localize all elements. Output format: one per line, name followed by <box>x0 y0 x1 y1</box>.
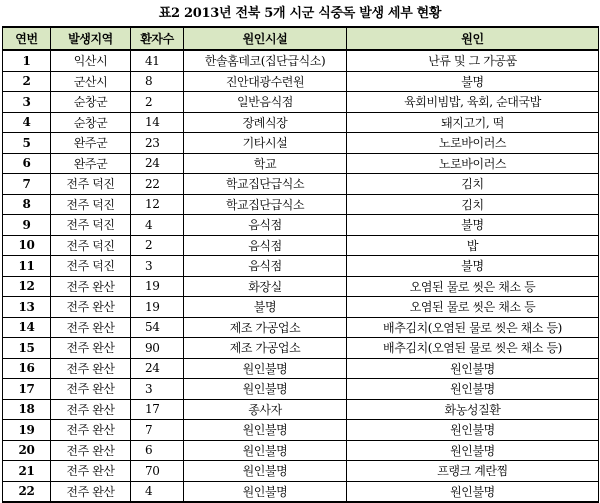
cell-patients: 19 <box>131 297 184 318</box>
table-row <box>3 71 599 92</box>
cell-cause: 원인불명 <box>347 420 599 441</box>
table-row <box>3 440 599 461</box>
cell-region: 전주 덕진 <box>51 235 131 256</box>
cell-patients: 22 <box>131 174 184 195</box>
cell-facility: 원인불명 <box>184 481 347 502</box>
header-region: 발생지역 <box>51 27 131 50</box>
cell-facility: 불명 <box>184 297 347 318</box>
cell-region: 전주 완산 <box>51 461 131 482</box>
cell-facility: 원인불명 <box>184 379 347 400</box>
cell-facility: 학교 <box>184 153 347 174</box>
cell-cause: 노로바이러스 <box>347 133 599 154</box>
cell-cause: 배추김치(오염된 물로 씻은 채소 등) <box>347 317 599 338</box>
table-row <box>3 338 599 359</box>
cell-cause: 육회비빔밥, 육회, 순대국밥 <box>347 92 599 113</box>
header-facility: 원인시설 <box>184 27 347 50</box>
table-row <box>3 461 599 482</box>
cell-facility: 원인불명 <box>184 440 347 461</box>
cell-facility: 학교집단급식소 <box>184 194 347 215</box>
cell-cause: 오염된 물로 씻은 채소 등 <box>347 297 599 318</box>
cell-facility: 음식점 <box>184 215 347 236</box>
outbreak-table <box>2 26 599 503</box>
cell-patients: 3 <box>131 256 184 277</box>
cell-patients: 24 <box>131 153 184 174</box>
cell-serial: 8 <box>3 194 51 215</box>
cell-region: 전주 완산 <box>51 379 131 400</box>
cell-region: 전주 덕진 <box>51 194 131 215</box>
cell-cause: 원인불명 <box>347 440 599 461</box>
cell-serial: 1 <box>3 50 51 71</box>
cell-patients: 17 <box>131 399 184 420</box>
table-title: 표2 2013년 전북 5개 시군 식중독 발생 세부 현황 <box>158 6 442 21</box>
table-row <box>3 317 599 338</box>
cell-patients: 14 <box>131 112 184 133</box>
cell-serial: 9 <box>3 215 51 236</box>
table-row <box>3 235 599 256</box>
table-row <box>3 481 599 502</box>
table-row <box>3 153 599 174</box>
cell-serial: 22 <box>3 481 51 502</box>
table-row <box>3 358 599 379</box>
cell-facility: 일반음식점 <box>184 92 347 113</box>
cell-serial: 20 <box>3 440 51 461</box>
cell-patients: 12 <box>131 194 184 215</box>
cell-serial: 6 <box>3 153 51 174</box>
cell-serial: 21 <box>3 461 51 482</box>
table-row <box>3 215 599 236</box>
cell-region: 전주 완산 <box>51 420 131 441</box>
cell-serial: 14 <box>3 317 51 338</box>
cell-facility: 종사자 <box>184 399 347 420</box>
cell-facility: 학교집단급식소 <box>184 174 347 195</box>
cell-region: 군산시 <box>51 71 131 92</box>
cell-region: 순창군 <box>51 112 131 133</box>
table-row <box>3 133 599 154</box>
cell-patients: 4 <box>131 215 184 236</box>
cell-facility: 원인불명 <box>184 420 347 441</box>
cell-patients: 3 <box>131 379 184 400</box>
cell-serial: 4 <box>3 112 51 133</box>
cell-cause: 원인불명 <box>347 481 599 502</box>
cell-serial: 16 <box>3 358 51 379</box>
cell-serial: 11 <box>3 256 51 277</box>
cell-cause: 화농성질환 <box>347 399 599 420</box>
cell-cause: 배추김치(오염된 물로 씻은 채소 등) <box>347 338 599 359</box>
table-row <box>3 420 599 441</box>
cell-region: 전주 덕진 <box>51 174 131 195</box>
cell-patients: 4 <box>131 481 184 502</box>
cell-facility: 제조 가공업소 <box>184 317 347 338</box>
cell-cause: 난류 및 그 가공품 <box>347 50 599 71</box>
cell-region: 전주 완산 <box>51 276 131 297</box>
table-row <box>3 194 599 215</box>
cell-cause: 오염된 물로 씻은 채소 등 <box>347 276 599 297</box>
header-serial: 연번 <box>3 27 51 50</box>
header-cause: 원인 <box>347 27 599 50</box>
cell-patients: 54 <box>131 317 184 338</box>
table-row <box>3 297 599 318</box>
cell-region: 전주 완산 <box>51 440 131 461</box>
cell-patients: 2 <box>131 235 184 256</box>
cell-facility: 기타시설 <box>184 133 347 154</box>
cell-serial: 19 <box>3 420 51 441</box>
cell-facility: 장례식장 <box>184 112 347 133</box>
cell-region: 전주 완산 <box>51 297 131 318</box>
table-row <box>3 92 599 113</box>
cell-cause: 프랭크 계란찜 <box>347 461 599 482</box>
cell-cause: 원인불명 <box>347 379 599 400</box>
cell-facility: 음식점 <box>184 235 347 256</box>
cell-serial: 18 <box>3 399 51 420</box>
cell-cause: 원인불명 <box>347 358 599 379</box>
cell-facility: 진안대광수련원 <box>184 71 347 92</box>
table-row <box>3 50 599 71</box>
cell-serial: 3 <box>3 92 51 113</box>
cell-region: 전주 완산 <box>51 338 131 359</box>
cell-patients: 70 <box>131 461 184 482</box>
cell-region: 전주 덕진 <box>51 215 131 236</box>
cell-cause: 김치 <box>347 194 599 215</box>
cell-cause: 밥 <box>347 235 599 256</box>
cell-cause: 노로바이러스 <box>347 153 599 174</box>
cell-patients: 23 <box>131 133 184 154</box>
table-row <box>3 256 599 277</box>
cell-facility: 원인불명 <box>184 461 347 482</box>
table-row <box>3 276 599 297</box>
table-row <box>3 379 599 400</box>
cell-facility: 제조 가공업소 <box>184 338 347 359</box>
cell-cause: 돼지고기, 떡 <box>347 112 599 133</box>
header-row <box>3 27 599 50</box>
cell-region: 전주 완산 <box>51 481 131 502</box>
table-row <box>3 399 599 420</box>
cell-region: 전주 완산 <box>51 399 131 420</box>
cell-region: 전주 덕진 <box>51 256 131 277</box>
cell-facility: 화장실 <box>184 276 347 297</box>
cell-region: 완주군 <box>51 133 131 154</box>
header-patients: 환자수 <box>131 27 184 50</box>
cell-patients: 41 <box>131 50 184 71</box>
cell-region: 익산시 <box>51 50 131 71</box>
cell-cause: 불명 <box>347 215 599 236</box>
cell-patients: 6 <box>131 440 184 461</box>
cell-facility: 한솔홈데코(집단급식소) <box>184 50 347 71</box>
cell-patients: 19 <box>131 276 184 297</box>
cell-patients: 90 <box>131 338 184 359</box>
cell-patients: 8 <box>131 71 184 92</box>
table-row <box>3 174 599 195</box>
cell-serial: 17 <box>3 379 51 400</box>
cell-serial: 13 <box>3 297 51 318</box>
cell-cause: 불명 <box>347 71 599 92</box>
cell-serial: 10 <box>3 235 51 256</box>
cell-region: 전주 완산 <box>51 358 131 379</box>
cell-cause: 김치 <box>347 174 599 195</box>
cell-serial: 12 <box>3 276 51 297</box>
table-row <box>3 112 599 133</box>
cell-serial: 15 <box>3 338 51 359</box>
cell-facility: 원인불명 <box>184 358 347 379</box>
cell-region: 순창군 <box>51 92 131 113</box>
cell-patients: 2 <box>131 92 184 113</box>
cell-serial: 5 <box>3 133 51 154</box>
cell-patients: 24 <box>131 358 184 379</box>
table-body <box>3 50 599 502</box>
cell-cause: 불명 <box>347 256 599 277</box>
cell-region: 완주군 <box>51 153 131 174</box>
cell-patients: 7 <box>131 420 184 441</box>
cell-serial: 2 <box>3 71 51 92</box>
cell-serial: 7 <box>3 174 51 195</box>
cell-region: 전주 완산 <box>51 317 131 338</box>
cell-facility: 음식점 <box>184 256 347 277</box>
